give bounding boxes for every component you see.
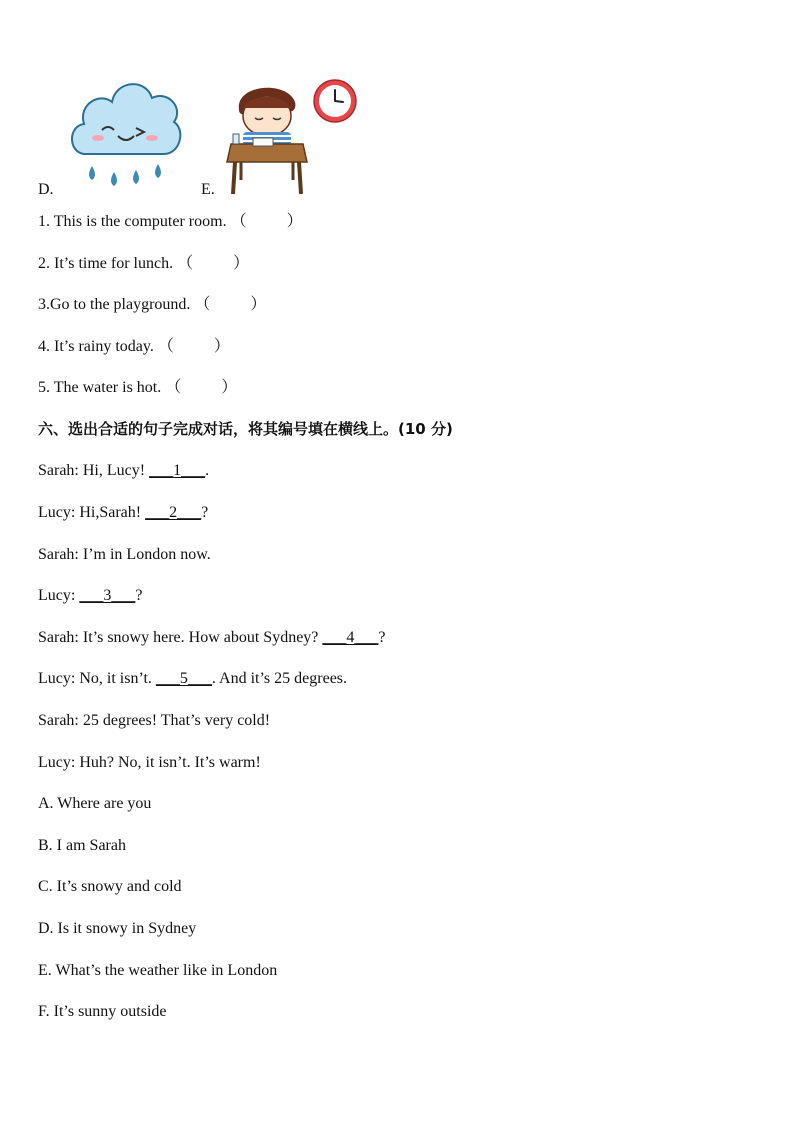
dialogue-line: Lucy: No, it isn’t. ___5___. And it’s 25 degrees.	[38, 670, 348, 687]
matching-item: 4. It’s rainy today. （ ）	[38, 338, 230, 355]
dialogue-blank[interactable]: ___2___	[145, 504, 202, 521]
rain-cloud-icon	[66, 72, 184, 196]
dialogue-line: Sarah: It’s snowy here. How about Sydney? ___4___?	[38, 629, 386, 646]
option-item: F. It’s sunny outside	[38, 1003, 167, 1020]
answer-blank[interactable]: （ ）	[157, 338, 230, 355]
dialogue-blank[interactable]: ___1___	[149, 462, 206, 479]
picture-label-d: D.	[38, 181, 54, 198]
option-item: E. What’s the weather like in London	[38, 962, 278, 979]
option-item: C. It’s snowy and cold	[38, 878, 182, 895]
matching-item: 1. This is the computer room. （ ）	[38, 213, 303, 230]
dialogue-blank[interactable]: ___5___	[155, 670, 212, 687]
matching-item: 5. The water is hot. （ ）	[38, 379, 238, 396]
option-item: A. Where are you	[38, 795, 152, 812]
dialogue-line: Sarah: 25 degrees! That’s very cold!	[38, 712, 271, 729]
answer-blank[interactable]: （ ）	[165, 379, 238, 396]
matching-item: 3.Go to the playground. （ ）	[38, 296, 267, 313]
clock-icon	[312, 78, 358, 124]
section-heading: 六、选出合适的句子完成对话，将其编号填在横线上。(10 分)	[38, 420, 453, 438]
picture-label-e: E.	[201, 181, 215, 198]
dialogue-blank[interactable]: ___3___	[79, 587, 136, 604]
answer-blank[interactable]: （ ）	[177, 255, 250, 272]
dialogue-blank[interactable]: ___4___	[322, 629, 379, 646]
option-item: D. Is it snowy in Sydney	[38, 920, 197, 937]
dialogue-line: Sarah: Hi, Lucy! ___1___.	[38, 462, 210, 479]
option-item: B. I am Sarah	[38, 837, 126, 854]
dialogue-line: Lucy: Hi,Sarah! ___2___?	[38, 504, 209, 521]
answer-blank[interactable]: （ ）	[230, 213, 303, 230]
answer-blank[interactable]: （ ）	[194, 296, 267, 313]
dialogue-line: Lucy: Huh? No, it isn’t. It’s warm!	[38, 754, 261, 771]
dialogue-line: Lucy: ___3___?	[38, 587, 143, 604]
boy-eating-lunch-icon	[225, 80, 309, 196]
dialogue-line: Sarah: I’m in London now.	[38, 546, 211, 563]
matching-item: 2. It’s time for lunch. （ ）	[38, 255, 250, 272]
